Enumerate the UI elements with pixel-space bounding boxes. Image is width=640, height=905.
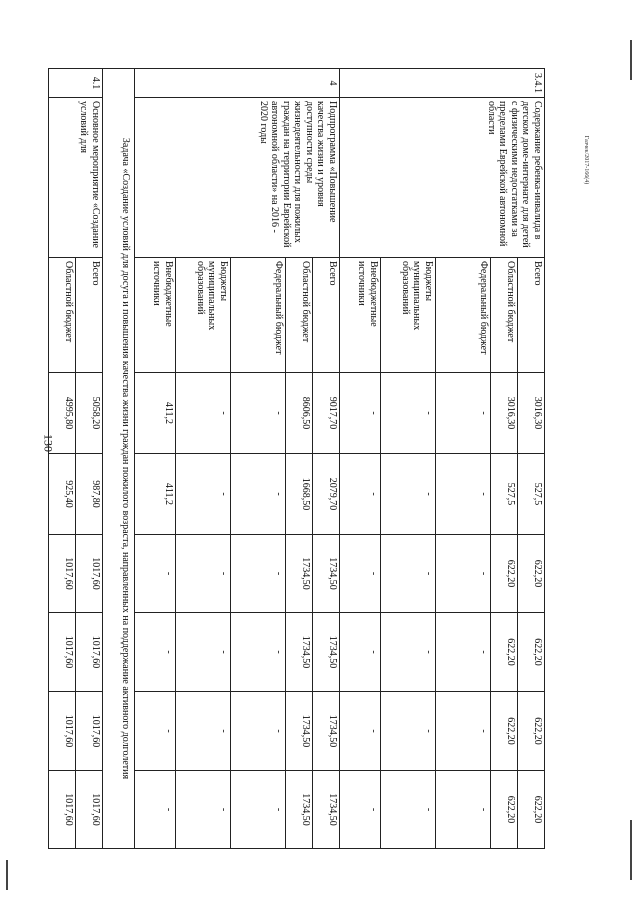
funding-source: Внебюджетные источники [340, 258, 381, 373]
value-cell: 622,20 [491, 613, 518, 692]
value-cell: 1017,60 [49, 771, 76, 849]
value-cell: - [231, 454, 286, 535]
value-cell: - [381, 613, 436, 692]
value-cell: 1017,60 [76, 771, 103, 849]
value-cell: - [436, 613, 491, 692]
funding-source: Областной бюджет [49, 258, 76, 373]
scan-mark [6, 860, 8, 890]
document-code: Газчек/2017-166(4) [583, 135, 589, 185]
funding-source: Федеральный бюджет [436, 258, 491, 373]
value-cell: 1734,50 [313, 692, 340, 771]
scan-mark [630, 820, 632, 880]
value-cell: 622,20 [491, 771, 518, 849]
value-cell: 9017,70 [313, 373, 340, 454]
value-cell: - [340, 613, 381, 692]
value-cell: 3016,30 [518, 373, 545, 454]
value-cell: 1734,50 [286, 692, 313, 771]
funding-source: Бюджеты муниципальных образований [176, 258, 231, 373]
value-cell: - [381, 454, 436, 535]
value-cell: 8606,50 [286, 373, 313, 454]
table-row [518, 69, 545, 849]
value-cell: - [381, 771, 436, 849]
value-cell: - [176, 692, 231, 771]
value-cell: - [135, 613, 176, 692]
value-cell: 622,20 [518, 771, 545, 849]
row-number: 4 [135, 69, 340, 98]
value-cell: - [176, 535, 231, 613]
scan-mark [630, 40, 632, 80]
budget-table [48, 68, 545, 849]
value-cell: - [231, 692, 286, 771]
value-cell: 1017,60 [49, 613, 76, 692]
value-cell: 1734,50 [286, 535, 313, 613]
value-cell: 622,20 [518, 692, 545, 771]
value-cell: 622,20 [491, 535, 518, 613]
program-name: Подпрограмма «Повышение качества жизни и уровня доступности среды жизнедеятельности для пожилых граждан на территории Еврейской автономной области» на 2016 - 2020 годы [135, 98, 340, 258]
value-cell: 622,20 [491, 692, 518, 771]
value-cell: - [436, 535, 491, 613]
funding-source: Внебюджетные источники [135, 258, 176, 373]
value-cell: - [176, 613, 231, 692]
funding-source: Областной бюджет [286, 258, 313, 373]
value-cell: - [381, 535, 436, 613]
task-heading: Задача «Создание условий для досуга и повышения качества жизни граждан пожилого возраста, направленных на поддержание активного долголетия [103, 69, 135, 849]
value-cell: - [340, 535, 381, 613]
value-cell: - [436, 692, 491, 771]
program-name: Содержание ребенка-инвалида в детском доме-интернате для детей с физическими недостатками за пределами Еврейской автономной области [340, 98, 545, 258]
row-number: 3.4.1 [340, 69, 545, 98]
value-cell: - [340, 454, 381, 535]
value-cell: 1734,50 [313, 771, 340, 849]
value-cell: 2079,70 [313, 454, 340, 535]
value-cell: 987,80 [76, 454, 103, 535]
value-cell: - [135, 692, 176, 771]
value-cell: - [231, 535, 286, 613]
funding-source: Федеральный бюджет [231, 258, 286, 373]
value-cell: 1734,50 [286, 613, 313, 692]
value-cell: 1017,60 [76, 535, 103, 613]
table-row [313, 69, 340, 849]
value-cell: - [340, 373, 381, 454]
funding-source: Всего [313, 258, 340, 373]
value-cell: 411,2 [135, 373, 176, 454]
value-cell: 411,2 [135, 454, 176, 535]
value-cell: - [231, 373, 286, 454]
value-cell: 1017,60 [49, 535, 76, 613]
page-number: 130 [41, 434, 56, 452]
value-cell: 3016,30 [491, 373, 518, 454]
value-cell: 527,5 [491, 454, 518, 535]
value-cell: 1734,50 [313, 535, 340, 613]
value-cell: - [176, 373, 231, 454]
value-cell: 1017,60 [49, 692, 76, 771]
value-cell: - [436, 454, 491, 535]
row-number: 4.1 [49, 69, 103, 98]
funding-source: Бюджеты муниципальных образований [381, 258, 436, 373]
value-cell: - [381, 692, 436, 771]
value-cell: 622,20 [518, 613, 545, 692]
value-cell: 1668,50 [286, 454, 313, 535]
funding-source: Всего [518, 258, 545, 373]
value-cell: - [176, 771, 231, 849]
value-cell: - [340, 771, 381, 849]
value-cell: - [340, 692, 381, 771]
value-cell: - [436, 373, 491, 454]
value-cell: 1734,50 [286, 771, 313, 849]
table-row [103, 69, 135, 849]
funding-source: Областной бюджет [491, 258, 518, 373]
value-cell: 622,20 [518, 535, 545, 613]
value-cell: - [135, 771, 176, 849]
budget-table-container [63, 68, 545, 848]
value-cell: 5058,20 [76, 373, 103, 454]
value-cell: 1017,60 [76, 692, 103, 771]
value-cell: 925,40 [49, 454, 76, 535]
value-cell: - [436, 771, 491, 849]
value-cell: - [135, 535, 176, 613]
value-cell: - [231, 613, 286, 692]
value-cell: - [381, 373, 436, 454]
value-cell: - [176, 454, 231, 535]
funding-source: Всего [76, 258, 103, 373]
table-row [76, 69, 103, 849]
value-cell: 1734,50 [313, 613, 340, 692]
value-cell: 4995,80 [49, 373, 76, 454]
value-cell: 527,5 [518, 454, 545, 535]
program-name: Основное мероприятие «Создание условий для [49, 98, 103, 258]
value-cell: 1017,60 [76, 613, 103, 692]
value-cell: - [231, 771, 286, 849]
